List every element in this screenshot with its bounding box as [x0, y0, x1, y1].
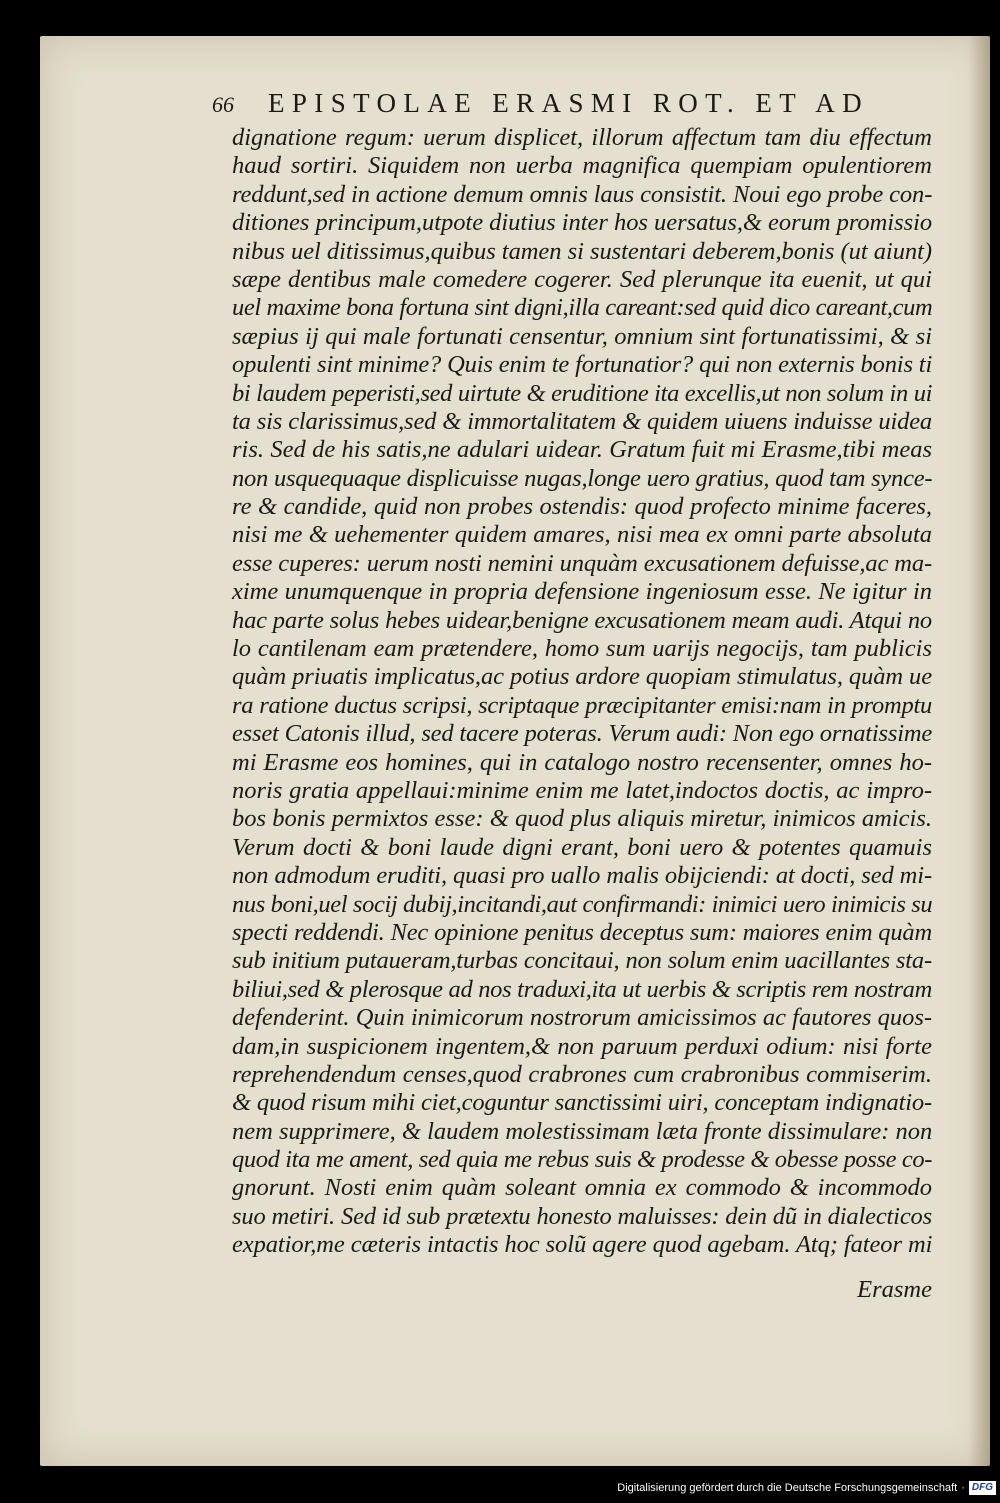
running-head: EPISTOLAE ERASMI ROT. ET AD — [268, 88, 870, 118]
text-line: non usquequaque displicuisse nugas,longe uero gratius, quod tam synce- — [232, 464, 933, 492]
text-line: opulenti sint minime? Quis enim te fortunatior? qui non externis bonis ti — [232, 351, 933, 379]
text-line: bi laudem peperisti,sed uirtute & eruditione ita excellis,ut non solum in ui — [232, 379, 933, 407]
text-line: sæpius ij qui male fortunati censentur, omnium sint fortunatissimi, & si — [232, 322, 932, 350]
text-line: ris. Sed de his satis,ne adulari uidear. Gratum fuit mi Erasme,tibi meas — [232, 436, 932, 464]
text-line: mi Erasme eos homines, qui in catalogo nostro recensenter, omnes ho- — [232, 748, 932, 776]
folio-number: 66 — [212, 92, 234, 117]
text-line: ta sis clarissimus,sed & immortalitatem & quidem uiuens induisse uidea — [232, 407, 932, 435]
catchword: Erasme — [857, 1276, 932, 1303]
text-line: noris gratia appellaui:minime enim me latet,indoctos doctis, ac impro- — [232, 776, 932, 804]
text-line: nibus uel ditissimus,quibus tamen si sustentari deberem,bonis (ut aiunt) — [232, 237, 932, 265]
text-line: nus boni,uel socij dubij,incitandi,aut confirmandi: inimici uero inimicis su — [232, 890, 933, 918]
text-line: defenderint. Quin inimicorum nostrorum amicissimos ac fautores quos- — [232, 1004, 932, 1032]
page-header — [212, 88, 932, 124]
text-line: lo cantilenam eam prætendere, homo sum uarijs negocijs, tam publicis — [232, 635, 932, 663]
text-line: ditiones principum,utpote diutius inter hos uersatus,& eorum promissio — [232, 209, 933, 237]
text-line: non admodum eruditi, quasi pro uallo malis obijciendi: at docti, sed mi- — [232, 862, 932, 890]
text-line: sæpe dentibus male comedere cogerer. Sed plerunque ita euenit, ut qui — [232, 265, 932, 293]
body-text — [232, 124, 932, 1260]
credit-text: Digitalisierung gefördert durch die Deutsche Forschungsgemeinschaft — [617, 1482, 958, 1494]
text-line: hac parte solus hebes uidear,benigne excusationem meam audi. Atqui no — [232, 606, 932, 634]
text-line: reddunt,sed in actione demum omnis laus consistit. Noui ego probe con- — [232, 180, 933, 208]
text-line: & quod risum mihi ciet,coguntur sanctissimi uiri, conceptam indignatio- — [232, 1089, 932, 1117]
text-line: sub initium putaueram,turbas concitaui, non solum enim uacillantes sta- — [232, 947, 932, 975]
text-line: uel maxime bona fortuna sint digni,illa careant:sed quid dico careant,cum — [232, 294, 933, 322]
page-edge-shadow — [968, 36, 990, 1466]
text-line: gnorunt. Nosti enim quàm soleant omnia ex commodo & incommodo — [232, 1174, 932, 1202]
text-line: biliui,sed & plerosque ad nos traduxi,ita ut uerbis & scriptis rem nostram — [232, 975, 932, 1003]
credit-separator: · — [961, 1482, 965, 1494]
text-line: dam,in suspicionem ingentem,& non paruum perduxi odium: nisi forte — [232, 1032, 932, 1060]
text-line: nisi me & uehementer quidem amares, nisi mea ex omni parte absoluta — [232, 521, 932, 549]
text-line: dignatione regum: uerum displicet, illorum affectum tam diu effectum — [232, 124, 932, 151]
text-line: suo metiri. Sed id sub prætextu honesto maluisses: dein dũ in dialecticos — [232, 1202, 932, 1230]
text-line: esse cuperes: uerum nosti nemini unquàm excusationem defuisse,ac ma- — [232, 549, 932, 577]
text-line: haud sortiri. Siquidem non uerba magnifica quempiam opulentiorem — [232, 152, 932, 180]
text-line: ra ratione ductus scripsi, scriptaque præcipitanter emisi:nam in promptu — [232, 691, 933, 719]
text-line: reprehendendum censes,quod crabrones cum crabronibus commiserim. — [232, 1060, 932, 1088]
text-line: esset Catonis illud, sed tacere poteras. Verum audi: Non ego ornatissime — [232, 720, 932, 748]
digitization-credit — [617, 1481, 996, 1495]
text-line: Verum docti & boni laude digni erant, boni uero & potentes quamuis — [232, 833, 932, 861]
text-line: quod ita me ament, sed quia me rebus suis & prodesse & obesse posse co- — [232, 1146, 932, 1174]
dfg-logo: DFG — [969, 1481, 996, 1495]
text-line: re & candide, quid non probes ostendis: quod profecto minime faceres, — [232, 493, 932, 521]
text-line: expatior,me cæteris intactis hoc solũ agere quod agebam. Atq; fateor mi — [232, 1231, 933, 1259]
text-line: nem supprimere, & laudem molestissimam læta fronte dissimulare: non — [232, 1117, 933, 1145]
text-line: specti reddendi. Nec opinione penitus deceptus sum: maiores enim quàm — [232, 918, 932, 946]
text-line: xime unumquenque in propria defensione ingeniosum esse. Ne igitur in — [232, 578, 932, 606]
text-line: bos bonis permixtos esse: & quod plus aliquis miretur, inimicos amicis. — [232, 805, 932, 833]
text-line: quàm priuatis implicatus,ac potius ardore quopiam stimulatus, quàm ue — [232, 663, 932, 691]
